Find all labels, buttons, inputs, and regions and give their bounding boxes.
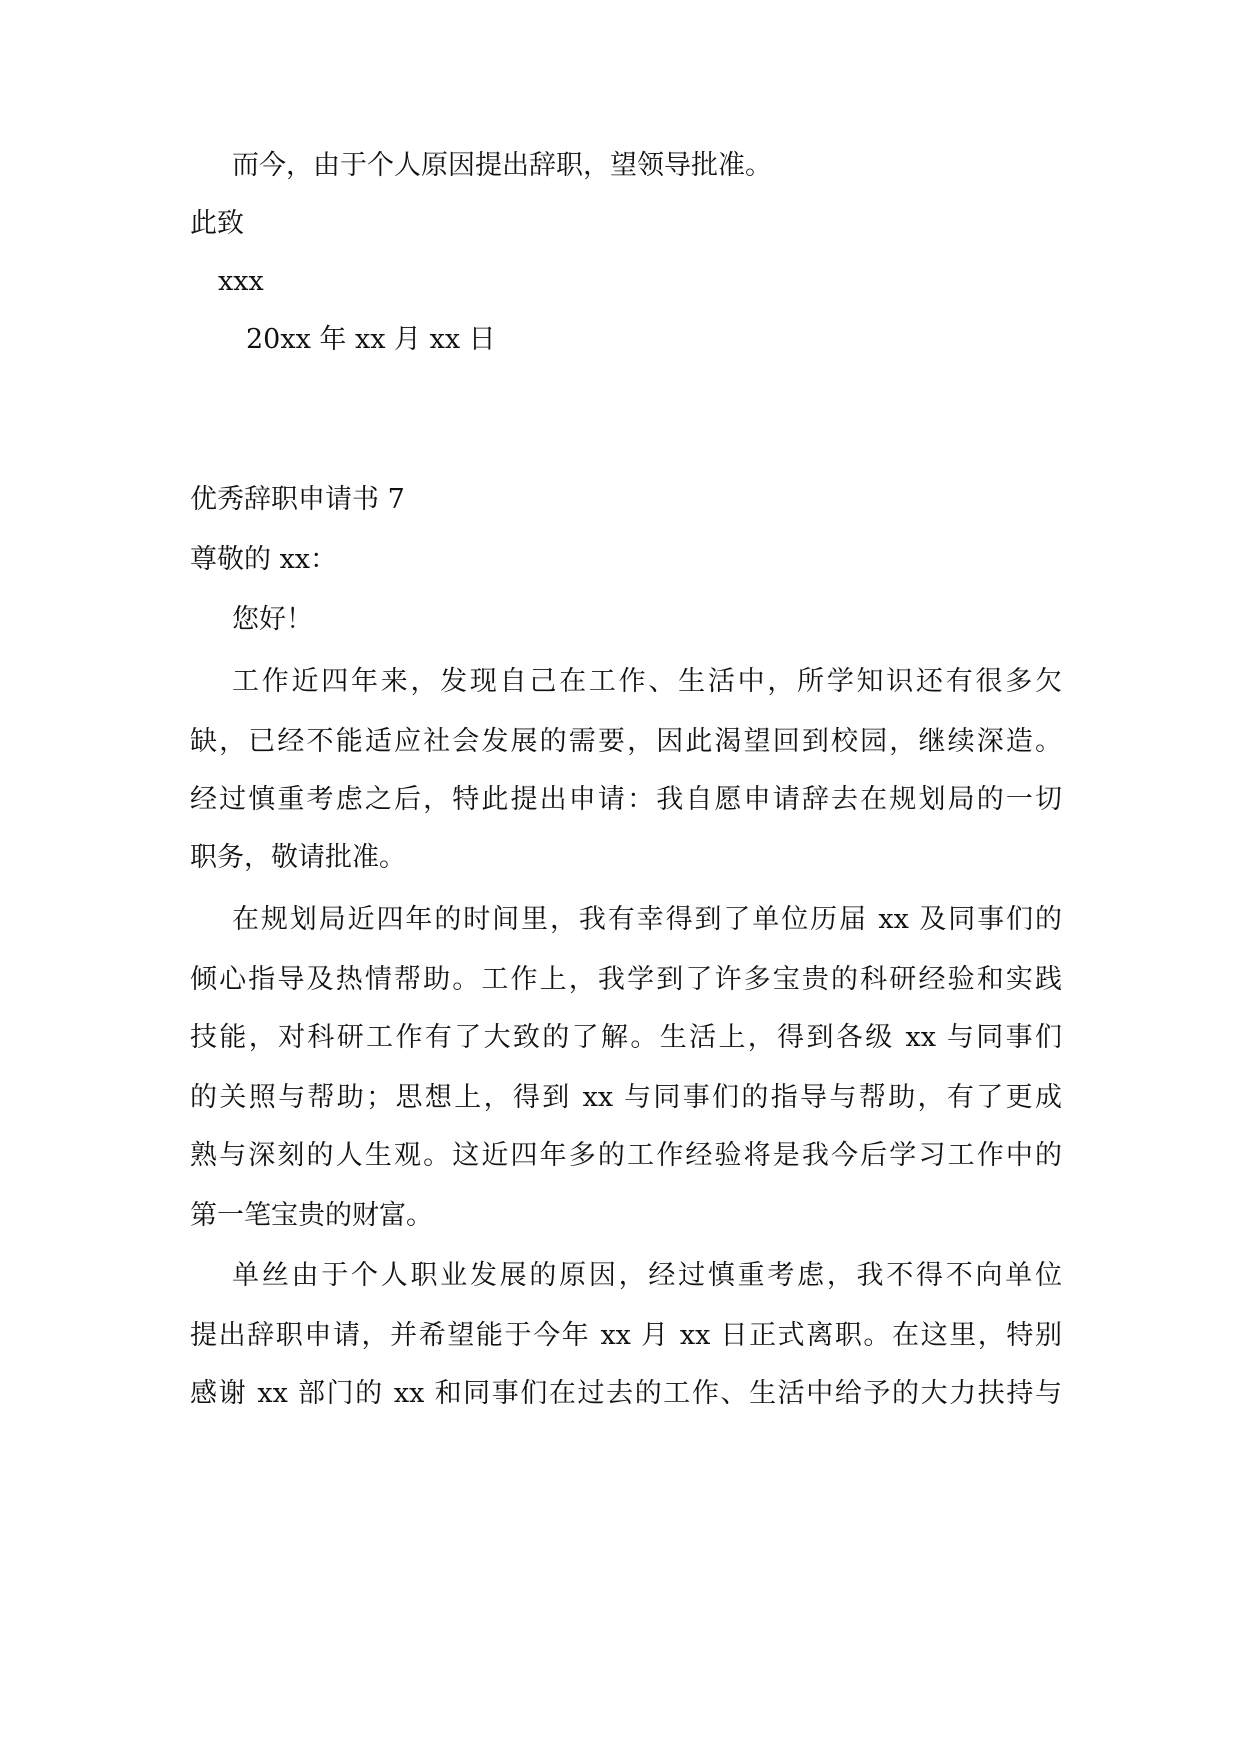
- letter-title: 优秀辞职申请书 7: [190, 484, 405, 515]
- paragraph-3-line-3: 感谢 xx 部门的 xx 和同事们在过去的工作、生活中给予的大力扶持与: [190, 1378, 1062, 1409]
- paragraph-2-line-4: 的关照与帮助；思想上，得到 xx 与同事们的指导与帮助，有了更成: [190, 1082, 1062, 1113]
- paragraph-1-line-1: 工作近四年来，发现自己在工作、生活中，所学知识还有很多欠: [232, 666, 1062, 697]
- paragraph-3-line-2: 提出辞职申请，并希望能于今年 xx 月 xx 日正式离职。在这里，特别: [190, 1320, 1062, 1351]
- paragraph-1-line-3: 经过慎重考虑之后，特此提出申请：我自愿申请辞去在规划局的一切: [190, 784, 1062, 815]
- paragraph-2-line-5: 熟与深刻的人生观。这近四年多的工作经验将是我今后学习工作中的: [190, 1140, 1062, 1171]
- letter-date: 20xx 年 xx 月 xx 日: [246, 324, 496, 355]
- greeting-to: 尊敬的 xx：: [190, 544, 338, 575]
- paragraph-1-line-4: 职务，敬请批准。: [190, 842, 406, 873]
- salutation: 此致: [190, 208, 244, 239]
- closing-paragraph: 而今，由于个人原因提出辞职，望领导批准。: [232, 150, 772, 181]
- paragraph-2-line-3: 技能，对科研工作有了大致的了解。生活上，得到各级 xx 与同事们: [190, 1022, 1062, 1053]
- greeting: 您好！: [232, 604, 313, 635]
- paragraph-2-line-1: 在规划局近四年的时间里，我有幸得到了单位历届 xx 及同事们的: [232, 904, 1062, 935]
- paragraph-2-line-2: 倾心指导及热情帮助。工作上，我学到了许多宝贵的科研经验和实践: [190, 964, 1062, 995]
- paragraph-1-line-2: 缺，已经不能适应社会发展的需要，因此渴望回到校园，继续深造。: [190, 726, 1062, 757]
- paragraph-2-line-6: 第一笔宝贵的财富。: [190, 1200, 433, 1231]
- paragraph-3-line-1: 单丝由于个人职业发展的原因，经过慎重考虑，我不得不向单位: [232, 1260, 1062, 1291]
- recipient-name: xxx: [218, 266, 264, 297]
